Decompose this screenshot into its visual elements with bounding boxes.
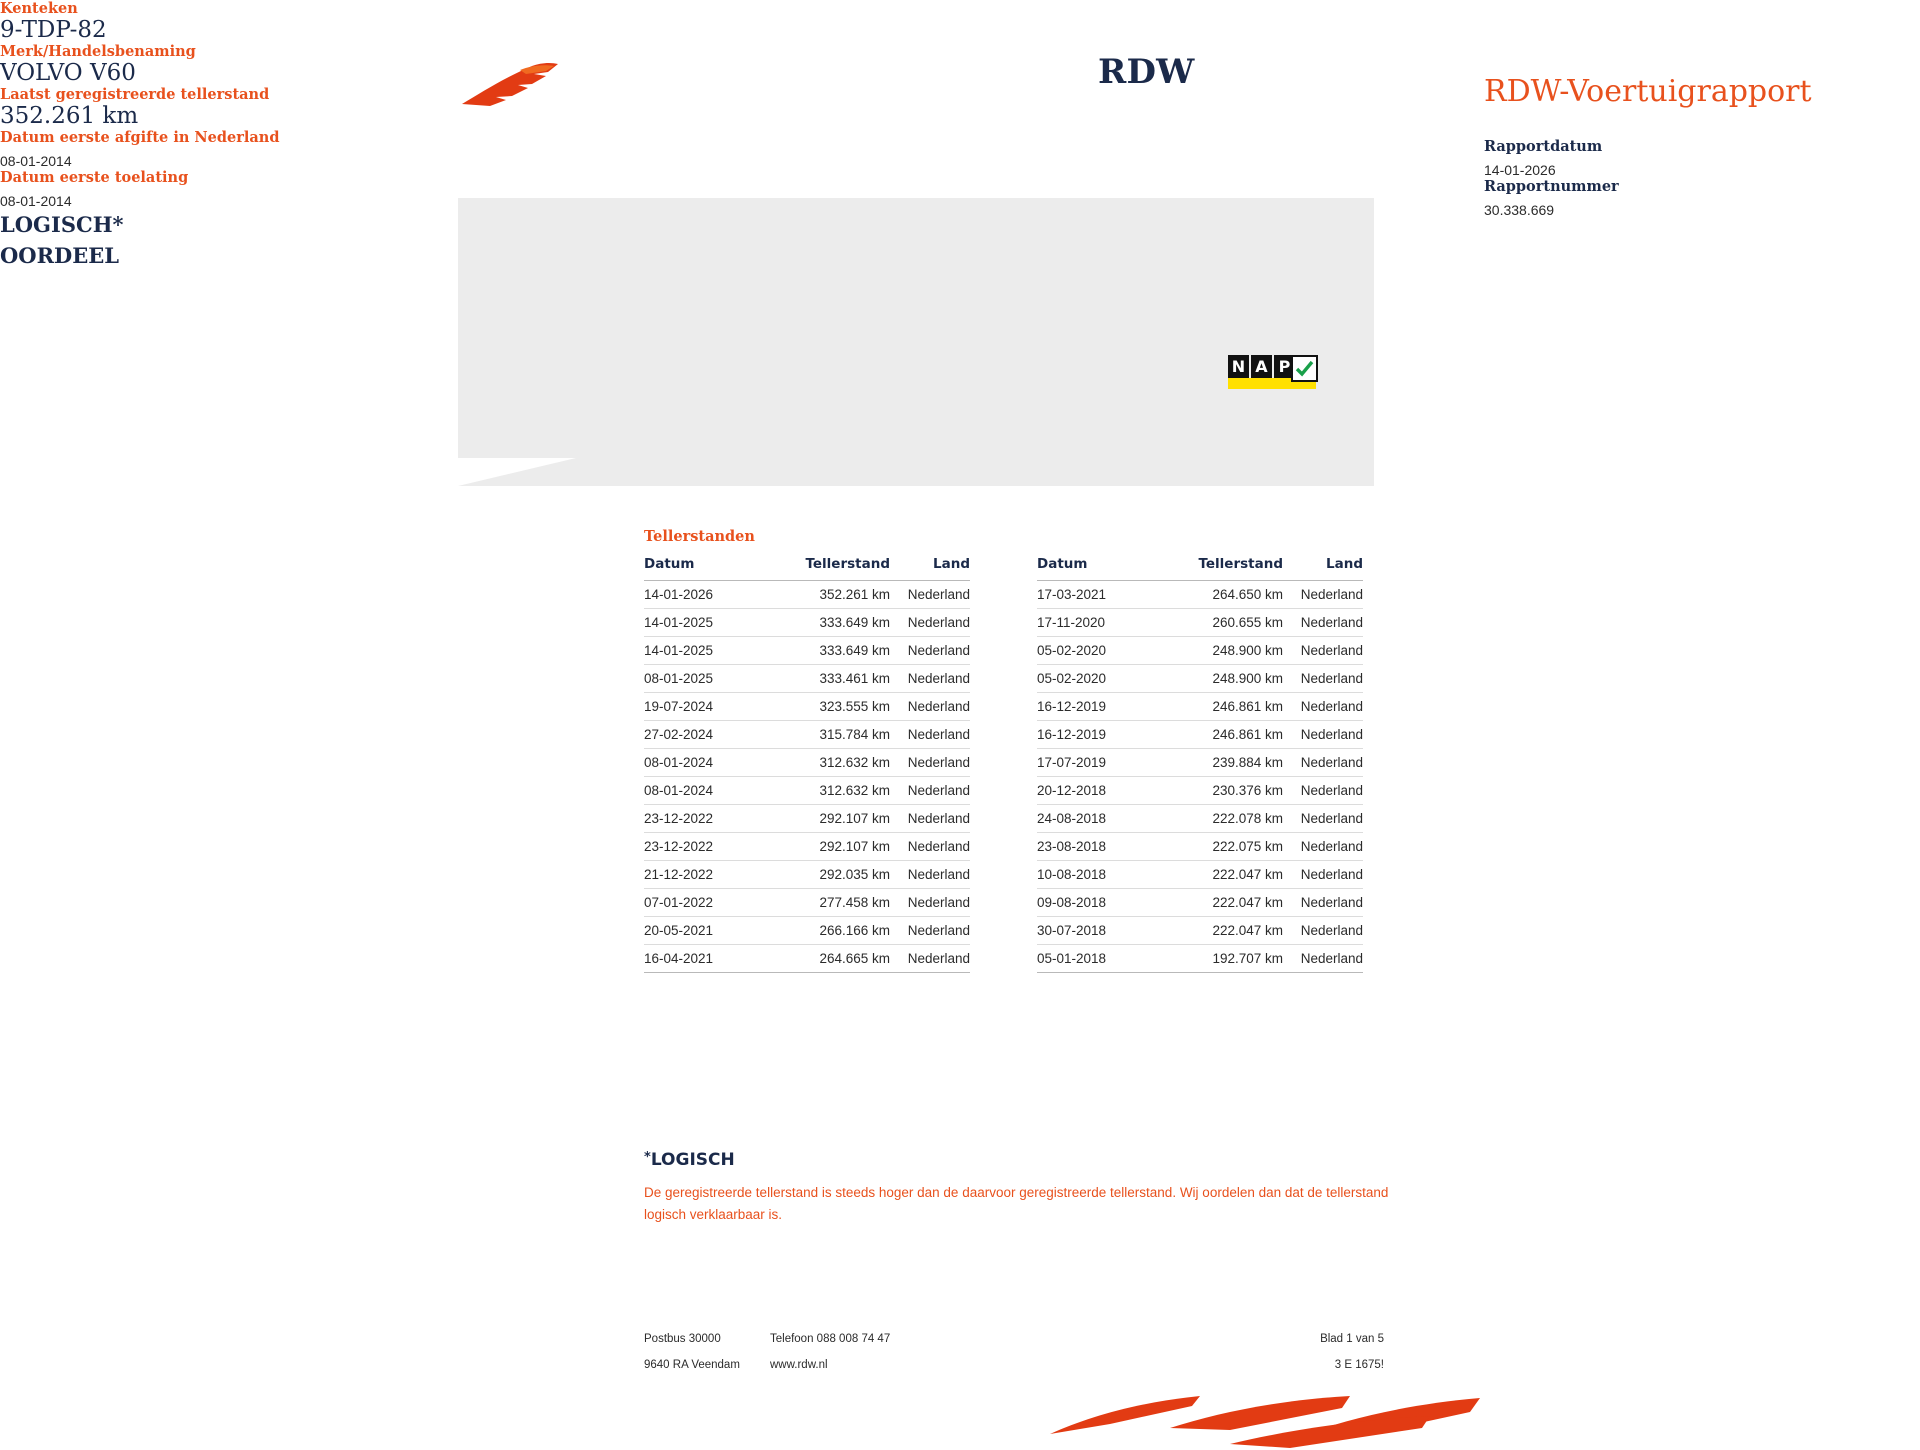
table-row <box>1037 637 1363 665</box>
cell-mileage: 222.047 km <box>1165 917 1283 945</box>
table-row <box>644 833 970 861</box>
cell-mileage: 277.458 km <box>772 889 890 917</box>
table-row <box>1037 581 1363 609</box>
nap-letter: A <box>1251 355 1272 378</box>
cell-date: 05-02-2020 <box>1037 637 1165 665</box>
table-row <box>644 889 970 917</box>
table-row <box>644 665 970 693</box>
table-row <box>1037 609 1363 637</box>
table-header-row <box>1037 556 1363 581</box>
report-title: RDW-Voertuigrapport <box>1484 74 1812 109</box>
cell-date: 14-01-2025 <box>644 609 772 637</box>
cell-country: Nederland <box>890 917 970 945</box>
column-header-mileage: Tellerstand <box>772 556 890 581</box>
cell-date: 21-12-2022 <box>644 861 772 889</box>
cell-date: 19-07-2024 <box>644 693 772 721</box>
cell-country: Nederland <box>890 945 970 973</box>
cell-country: Nederland <box>890 861 970 889</box>
table-row <box>644 581 970 609</box>
cell-mileage: 292.107 km <box>772 805 890 833</box>
cell-mileage: 222.047 km <box>1165 889 1283 917</box>
cell-country: Nederland <box>890 777 970 805</box>
first-admission-label: Datum eerste toelating <box>0 169 189 186</box>
cell-country: Nederland <box>1283 693 1363 721</box>
table-row <box>644 861 970 889</box>
table-row <box>1037 917 1363 945</box>
cell-date: 08-01-2024 <box>644 749 772 777</box>
cell-date: 20-12-2018 <box>1037 777 1165 805</box>
cell-country: Nederland <box>1283 917 1363 945</box>
cell-date: 16-12-2019 <box>1037 721 1165 749</box>
first-admission-value: 08-01-2014 <box>0 193 72 209</box>
cell-mileage: 222.075 km <box>1165 833 1283 861</box>
footer-address-line-2: 9640 RA Veendam <box>644 1359 740 1371</box>
nap-letter: P <box>1274 355 1295 378</box>
table-row <box>644 777 970 805</box>
footer-phone: Telefoon 088 008 74 47 <box>770 1333 891 1345</box>
cell-mileage: 222.078 km <box>1165 805 1283 833</box>
footnote-star: * <box>644 1150 651 1165</box>
table-row <box>644 917 970 945</box>
cell-date: 05-02-2020 <box>1037 665 1165 693</box>
footer-website[interactable]: www.rdw.nl <box>770 1359 828 1371</box>
cell-country: Nederland <box>890 637 970 665</box>
rdw-swoosh-logo-icon <box>460 56 570 116</box>
brand-title: RDW <box>1098 52 1195 92</box>
report-date-label: Rapportdatum <box>1484 138 1603 155</box>
report-date-block <box>1484 138 1612 178</box>
table-row <box>1037 665 1363 693</box>
table-row <box>1037 749 1363 777</box>
cell-date: 05-01-2018 <box>1037 945 1165 973</box>
column-header-country: Land <box>1283 556 1363 581</box>
cell-date: 08-01-2024 <box>644 777 772 805</box>
last-mileage-value: 352.261 km <box>0 103 139 129</box>
cell-mileage: 248.900 km <box>1165 665 1283 693</box>
cell-country: Nederland <box>1283 777 1363 805</box>
cell-country: Nederland <box>1283 945 1363 973</box>
cell-mileage: 248.900 km <box>1165 637 1283 665</box>
cell-country: Nederland <box>1283 637 1363 665</box>
cell-mileage: 333.649 km <box>772 609 890 637</box>
vehicle-summary-panel <box>458 198 1374 486</box>
table-row <box>644 805 970 833</box>
cell-country: Nederland <box>1283 805 1363 833</box>
cell-date: 16-12-2019 <box>1037 693 1165 721</box>
cell-country: Nederland <box>1283 749 1363 777</box>
cell-mileage: 264.665 km <box>772 945 890 973</box>
cell-country: Nederland <box>1283 833 1363 861</box>
nap-letter: N <box>1228 355 1249 378</box>
column-header-date: Datum <box>644 556 772 581</box>
cell-date: 16-04-2021 <box>644 945 772 973</box>
nap-checkmark-badge-icon <box>1228 355 1324 389</box>
cell-date: 20-05-2021 <box>644 917 772 945</box>
table-row <box>644 637 970 665</box>
table-header-row <box>644 556 970 581</box>
cell-mileage: 323.555 km <box>772 693 890 721</box>
cell-date: 14-01-2026 <box>644 581 772 609</box>
cell-country: Nederland <box>890 721 970 749</box>
cell-date: 24-08-2018 <box>1037 805 1165 833</box>
cell-mileage: 333.649 km <box>772 637 890 665</box>
cell-country: Nederland <box>1283 889 1363 917</box>
table-row <box>644 609 970 637</box>
cell-date: 23-12-2022 <box>644 805 772 833</box>
nap-letters <box>1228 355 1297 378</box>
footer-page-number: Blad 1 van 5 <box>1320 1333 1384 1345</box>
cell-date: 07-01-2022 <box>644 889 772 917</box>
cell-date: 09-08-2018 <box>1037 889 1165 917</box>
cell-country: Nederland <box>890 889 970 917</box>
first-issue-value: 08-01-2014 <box>0 153 72 169</box>
tables-caption: Tellerstanden <box>644 528 755 545</box>
cell-date: 17-07-2019 <box>1037 749 1165 777</box>
cell-country: Nederland <box>1283 721 1363 749</box>
plate-label: Kenteken <box>0 0 78 17</box>
verdict-line-2: OORDEEL <box>0 243 120 268</box>
cell-mileage: 352.261 km <box>772 581 890 609</box>
cell-date: 08-01-2025 <box>644 665 772 693</box>
table-row <box>644 693 970 721</box>
cell-country: Nederland <box>890 581 970 609</box>
report-number-block <box>1484 178 1619 218</box>
footnote-text: De geregistreerde tellerstand is steeds hoger dan de daarvoor geregistreerde tellerstand. Wij oordelen dan dat de tellerstand logisch verklaarbaar is. <box>644 1185 1389 1222</box>
cell-country: Nederland <box>1283 609 1363 637</box>
mileage-table-left <box>644 556 970 973</box>
cell-mileage: 292.107 km <box>772 833 890 861</box>
cell-date: 17-11-2020 <box>1037 609 1165 637</box>
bottom-decorative-graphic <box>1050 1390 1490 1450</box>
cell-country: Nederland <box>1283 861 1363 889</box>
table-row <box>1037 945 1363 973</box>
mileage-table-right <box>1037 556 1363 973</box>
footer-address-line-1: Postbus 30000 <box>644 1333 721 1345</box>
cell-date: 17-03-2021 <box>1037 581 1165 609</box>
cell-mileage: 315.784 km <box>772 721 890 749</box>
cell-mileage: 333.461 km <box>772 665 890 693</box>
cell-mileage: 312.632 km <box>772 777 890 805</box>
cell-date: 14-01-2025 <box>644 637 772 665</box>
cell-mileage: 246.861 km <box>1165 721 1283 749</box>
footnote-block <box>644 1150 1404 1226</box>
cell-date: 23-08-2018 <box>1037 833 1165 861</box>
cell-date: 27-02-2024 <box>644 721 772 749</box>
brand-value: VOLVO V60 <box>0 60 136 86</box>
table-row <box>1037 721 1363 749</box>
table-row <box>1037 861 1363 889</box>
table-row <box>1037 833 1363 861</box>
verdict-line-1: LOGISCH* <box>0 212 124 237</box>
cell-mileage: 192.707 km <box>1165 945 1283 973</box>
cell-country: Nederland <box>890 833 970 861</box>
first-issue-label: Datum eerste afgifte in Nederland <box>0 129 280 146</box>
cell-country: Nederland <box>890 665 970 693</box>
cell-date: 30-07-2018 <box>1037 917 1165 945</box>
cell-mileage: 266.166 km <box>772 917 890 945</box>
last-mileage-label: Laatst geregistreerde tellerstand <box>0 86 270 103</box>
brand-label: Merk/Handelsbenaming <box>0 43 196 60</box>
cell-date: 23-12-2022 <box>644 833 772 861</box>
cell-country: Nederland <box>890 749 970 777</box>
cell-mileage: 312.632 km <box>772 749 890 777</box>
document-footer <box>644 1333 1384 1385</box>
table-row <box>1037 805 1363 833</box>
column-header-date: Datum <box>1037 556 1165 581</box>
table-row <box>1037 777 1363 805</box>
cell-mileage: 239.884 km <box>1165 749 1283 777</box>
cell-country: Nederland <box>890 693 970 721</box>
cell-mileage: 246.861 km <box>1165 693 1283 721</box>
table-row <box>644 721 970 749</box>
table-row <box>644 749 970 777</box>
table-row <box>1037 693 1363 721</box>
report-number-label: Rapportnummer <box>1484 178 1619 195</box>
cell-country: Nederland <box>1283 665 1363 693</box>
table-row <box>644 945 970 973</box>
document-header <box>460 26 1812 218</box>
cell-mileage: 222.047 km <box>1165 861 1283 889</box>
cell-country: Nederland <box>890 609 970 637</box>
cell-mileage: 230.376 km <box>1165 777 1283 805</box>
report-number-value: 30.338.669 <box>1484 202 1555 218</box>
report-date-value: 14-01-2026 <box>1484 162 1556 178</box>
cell-country: Nederland <box>1283 581 1363 609</box>
cell-mileage: 264.650 km <box>1165 581 1283 609</box>
table-row <box>1037 889 1363 917</box>
check-icon <box>1291 355 1318 382</box>
footnote-title <box>644 1150 1404 1170</box>
column-header-mileage: Tellerstand <box>1165 556 1283 581</box>
column-header-country: Land <box>890 556 970 581</box>
plate-value: 9-TDP-82 <box>0 17 107 43</box>
footer-code: 3 E 1675! <box>1334 1359 1384 1371</box>
footnote-title-text: LOGISCH <box>650 1150 735 1170</box>
cell-country: Nederland <box>890 805 970 833</box>
report-meta <box>1484 138 1619 218</box>
cell-date: 10-08-2018 <box>1037 861 1165 889</box>
cell-mileage: 260.655 km <box>1165 609 1283 637</box>
cell-mileage: 292.035 km <box>772 861 890 889</box>
